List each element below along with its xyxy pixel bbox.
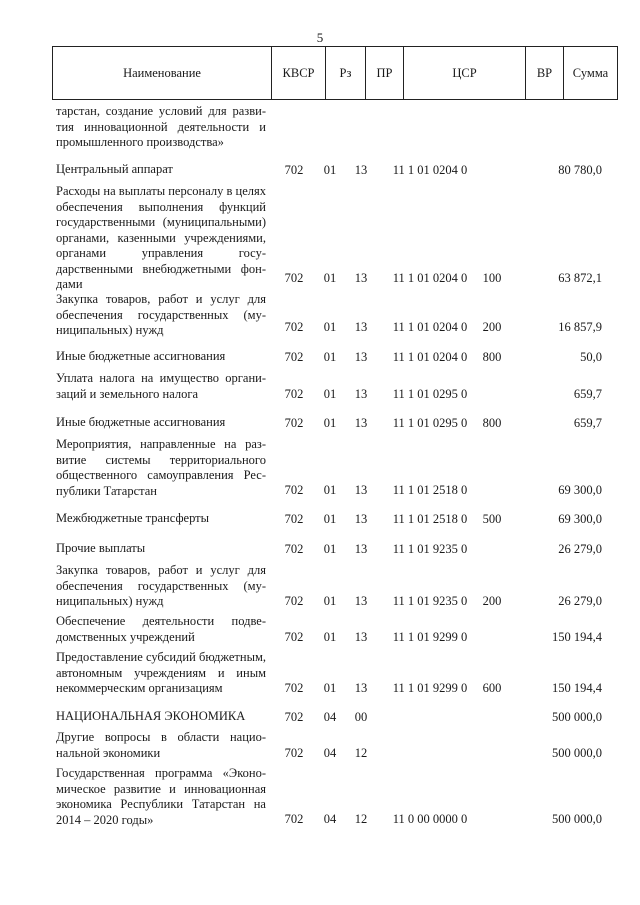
row-sum: 69 300,0 (558, 511, 602, 526)
row-name: Другие вопросы в области национальной экономики (56, 730, 266, 760)
row-name: Уплата налога на имущество организаций и земельного налога (56, 371, 266, 401)
row-pr: 13 (354, 415, 368, 430)
row-kvsr: 702 (284, 415, 304, 430)
row-kvsr: 702 (284, 162, 304, 177)
row-sum: 500 000,0 (552, 811, 602, 826)
table-row (0, 730, 640, 761)
row-sum: 50,0 (580, 349, 602, 364)
row-rz: 01 (323, 415, 337, 430)
row-rz: 01 (323, 482, 337, 497)
row-sum: 69 300,0 (558, 482, 602, 497)
row-csr: 11 1 01 0204 0 (392, 162, 468, 177)
row-sum: 26 279,0 (558, 541, 602, 556)
row-sum: 659,7 (573, 386, 602, 401)
row-vr: 200 (482, 319, 502, 334)
row-rz: 04 (323, 709, 337, 724)
row-pr: 13 (354, 386, 368, 401)
row-vr: 100 (482, 270, 502, 285)
row-name: Иные бюджетные ассигнования (56, 415, 226, 429)
row-kvsr: 702 (284, 811, 304, 826)
row-rz: 01 (323, 541, 337, 556)
row-name: Мероприятия, направленные на развитие системы территориального общественного самоуправления Республики Татарстан (56, 437, 266, 498)
row-kvsr: 702 (284, 745, 304, 760)
row-kvsr: 702 (284, 541, 304, 556)
row-csr: 11 1 01 9235 0 (392, 593, 468, 608)
row-pr: 13 (354, 511, 368, 526)
table-row (0, 162, 640, 178)
row-rz: 01 (323, 680, 337, 695)
row-csr: 11 0 00 0000 0 (392, 811, 468, 826)
header-name: Наименование (123, 66, 201, 80)
row-pr: 13 (354, 629, 368, 644)
table-row (0, 371, 640, 402)
table-row (0, 541, 640, 557)
row-kvsr: 702 (284, 386, 304, 401)
table-row (0, 184, 640, 291)
table-row (0, 415, 640, 431)
row-sum: 63 872,1 (558, 270, 602, 285)
row-vr: 800 (482, 349, 502, 364)
row-pr: 12 (354, 745, 368, 760)
row-name: Закупка товаров, работ и услуг для обеспечения государственных (муниципальных) нужд (56, 292, 266, 337)
row-rz: 04 (323, 745, 337, 760)
row-csr: 11 1 01 2518 0 (392, 511, 468, 526)
row-vr: 500 (482, 511, 502, 526)
row-pr: 13 (354, 270, 368, 285)
row-pr: 13 (354, 482, 368, 497)
row-rz: 01 (323, 386, 337, 401)
row-name: тарстан, создание условий для развития инновационной деятельности и промышленного производства» (56, 104, 266, 149)
row-kvsr: 702 (284, 319, 304, 334)
row-kvsr: 702 (284, 511, 304, 526)
row-csr: 11 1 01 0295 0 (392, 386, 468, 401)
row-csr: 11 1 01 9299 0 (392, 629, 468, 644)
row-pr: 13 (354, 162, 368, 177)
header-pr: ПР (365, 47, 403, 99)
row-csr: 11 1 01 2518 0 (392, 482, 468, 497)
row-kvsr: 702 (284, 709, 304, 724)
row-name: Предоставление субсидий бюджетным, автономным учреждениям и иным некоммерческим организациям (56, 650, 266, 695)
row-csr: 11 1 01 0204 0 (392, 319, 468, 334)
table-row (0, 709, 640, 725)
table-row (0, 511, 640, 527)
row-kvsr: 702 (284, 680, 304, 695)
row-rz: 01 (323, 629, 337, 644)
row-vr: 800 (482, 415, 502, 430)
row-csr: 11 1 01 9299 0 (392, 680, 468, 695)
table-header (52, 46, 618, 100)
table-row (0, 292, 640, 335)
row-rz: 01 (323, 349, 337, 364)
row-name: Обеспечение деятельности подведомственных учреждений (56, 614, 266, 644)
row-rz: 01 (323, 270, 337, 285)
row-sum: 80 780,0 (558, 162, 602, 177)
row-rz: 04 (323, 811, 337, 826)
row-sum: 500 000,0 (552, 709, 602, 724)
row-name: Прочие выплаты (56, 541, 146, 555)
row-name: Закупка товаров, работ и услуг для обеспечения государственных (муниципальных) нужд (56, 563, 266, 608)
row-name: Центральный аппарат (56, 162, 173, 176)
row-vr: 200 (482, 593, 502, 608)
row-rz: 01 (323, 319, 337, 334)
row-sum: 500 000,0 (552, 745, 602, 760)
row-kvsr: 702 (284, 349, 304, 364)
table-row (0, 563, 640, 609)
header-csr: ЦСР (403, 47, 525, 99)
row-name: Иные бюджетные ассигнования (56, 349, 226, 363)
table-row (0, 104, 640, 150)
row-csr: 11 1 01 0204 0 (392, 349, 468, 364)
row-csr: 11 1 01 0204 0 (392, 270, 468, 285)
row-rz: 01 (323, 593, 337, 608)
row-sum: 150 194,4 (552, 629, 602, 644)
row-kvsr: 702 (284, 593, 304, 608)
row-rz: 01 (323, 162, 337, 177)
row-kvsr: 702 (284, 270, 304, 285)
header-sum: Сумма (563, 47, 617, 99)
table-row (0, 614, 640, 645)
row-sum: 26 279,0 (558, 593, 602, 608)
row-name: Государственная программа «Экономическое развитие и инновационная экономика Республики Татарстан на 2014 – 2020 годы» (56, 766, 266, 827)
page-number: 5 (316, 30, 324, 45)
row-sum: 659,7 (573, 415, 602, 430)
row-kvsr: 702 (284, 482, 304, 497)
row-sum: 16 857,9 (558, 319, 602, 334)
table-row (0, 437, 640, 498)
row-csr: 11 1 01 0295 0 (392, 415, 468, 430)
table-row (0, 650, 640, 696)
row-csr: 11 1 01 9235 0 (392, 541, 468, 556)
row-pr: 13 (354, 319, 368, 334)
row-pr: 12 (354, 811, 368, 826)
row-rz: 01 (323, 511, 337, 526)
header-kvsr: КВСР (271, 47, 325, 99)
header-vr: ВР (525, 47, 563, 99)
row-pr: 13 (354, 680, 368, 695)
row-vr: 600 (482, 680, 502, 695)
row-pr: 13 (354, 593, 368, 608)
header-rz: Рз (325, 47, 365, 99)
row-kvsr: 702 (284, 629, 304, 644)
table-row (0, 766, 640, 827)
row-name: НАЦИОНАЛЬНАЯ ЭКОНОМИКА (56, 709, 246, 723)
row-sum: 150 194,4 (552, 680, 602, 695)
row-pr: 13 (354, 349, 368, 364)
table-row (0, 349, 640, 365)
row-name: Межбюджетные трансферты (56, 511, 210, 525)
row-pr: 00 (354, 709, 368, 724)
row-pr: 13 (354, 541, 368, 556)
row-name: Расходы на выплаты персоналу в целях обеспечения выполнения функций государственными (муниципальными) органами, казенными учреждениями, органами управления государственными внебюджетными фондами (56, 184, 266, 291)
